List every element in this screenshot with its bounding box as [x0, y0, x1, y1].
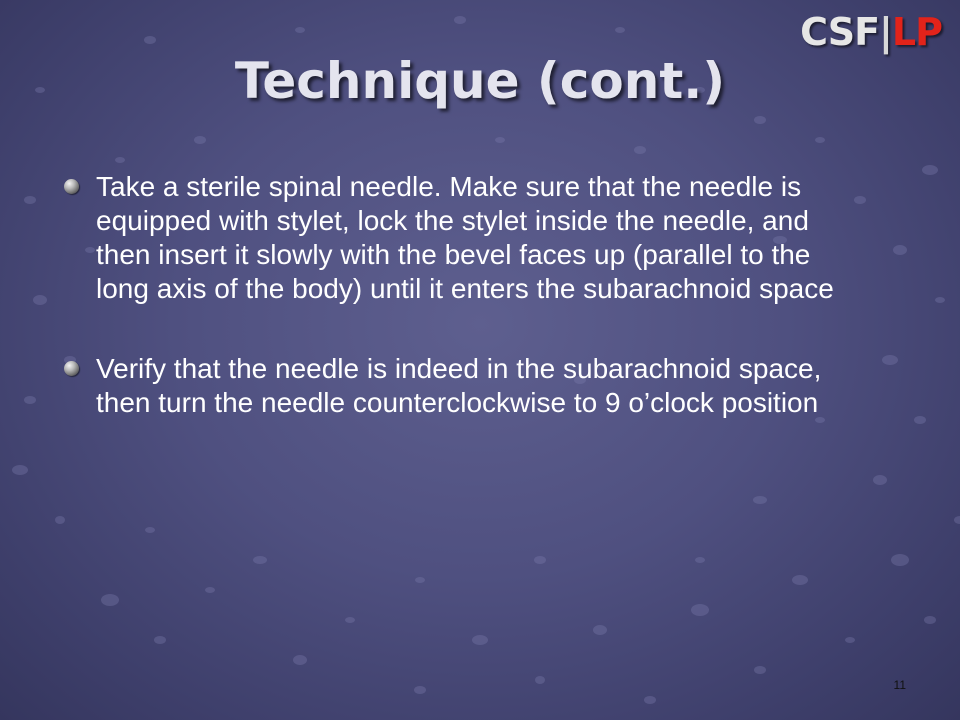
brand-csf: CSF — [800, 10, 880, 54]
bullet-item — [64, 352, 864, 420]
slide-title: Technique (cont.) — [234, 52, 726, 110]
brand-separator: | — [879, 10, 892, 54]
bullet-icon — [64, 179, 79, 194]
bullet-text: Take a sterile spinal needle. Make sure that the needle is equipped with stylet, lock the stylet inside the needle, and then insert it slowly with the bevel faces up (parallel to the long axis of the body) until it enters the subarachnoid space — [96, 171, 834, 304]
bullet-item — [64, 170, 864, 306]
slide-content — [64, 170, 864, 466]
brand-lp: LP — [891, 10, 942, 54]
brand-logo — [800, 10, 942, 54]
bullet-text: Verify that the needle is indeed in the subarachnoid space, then turn the needle counterclockwise to 9 o’clock position — [96, 353, 822, 418]
bullet-icon — [64, 361, 79, 376]
slide-number: 11 — [893, 678, 906, 692]
